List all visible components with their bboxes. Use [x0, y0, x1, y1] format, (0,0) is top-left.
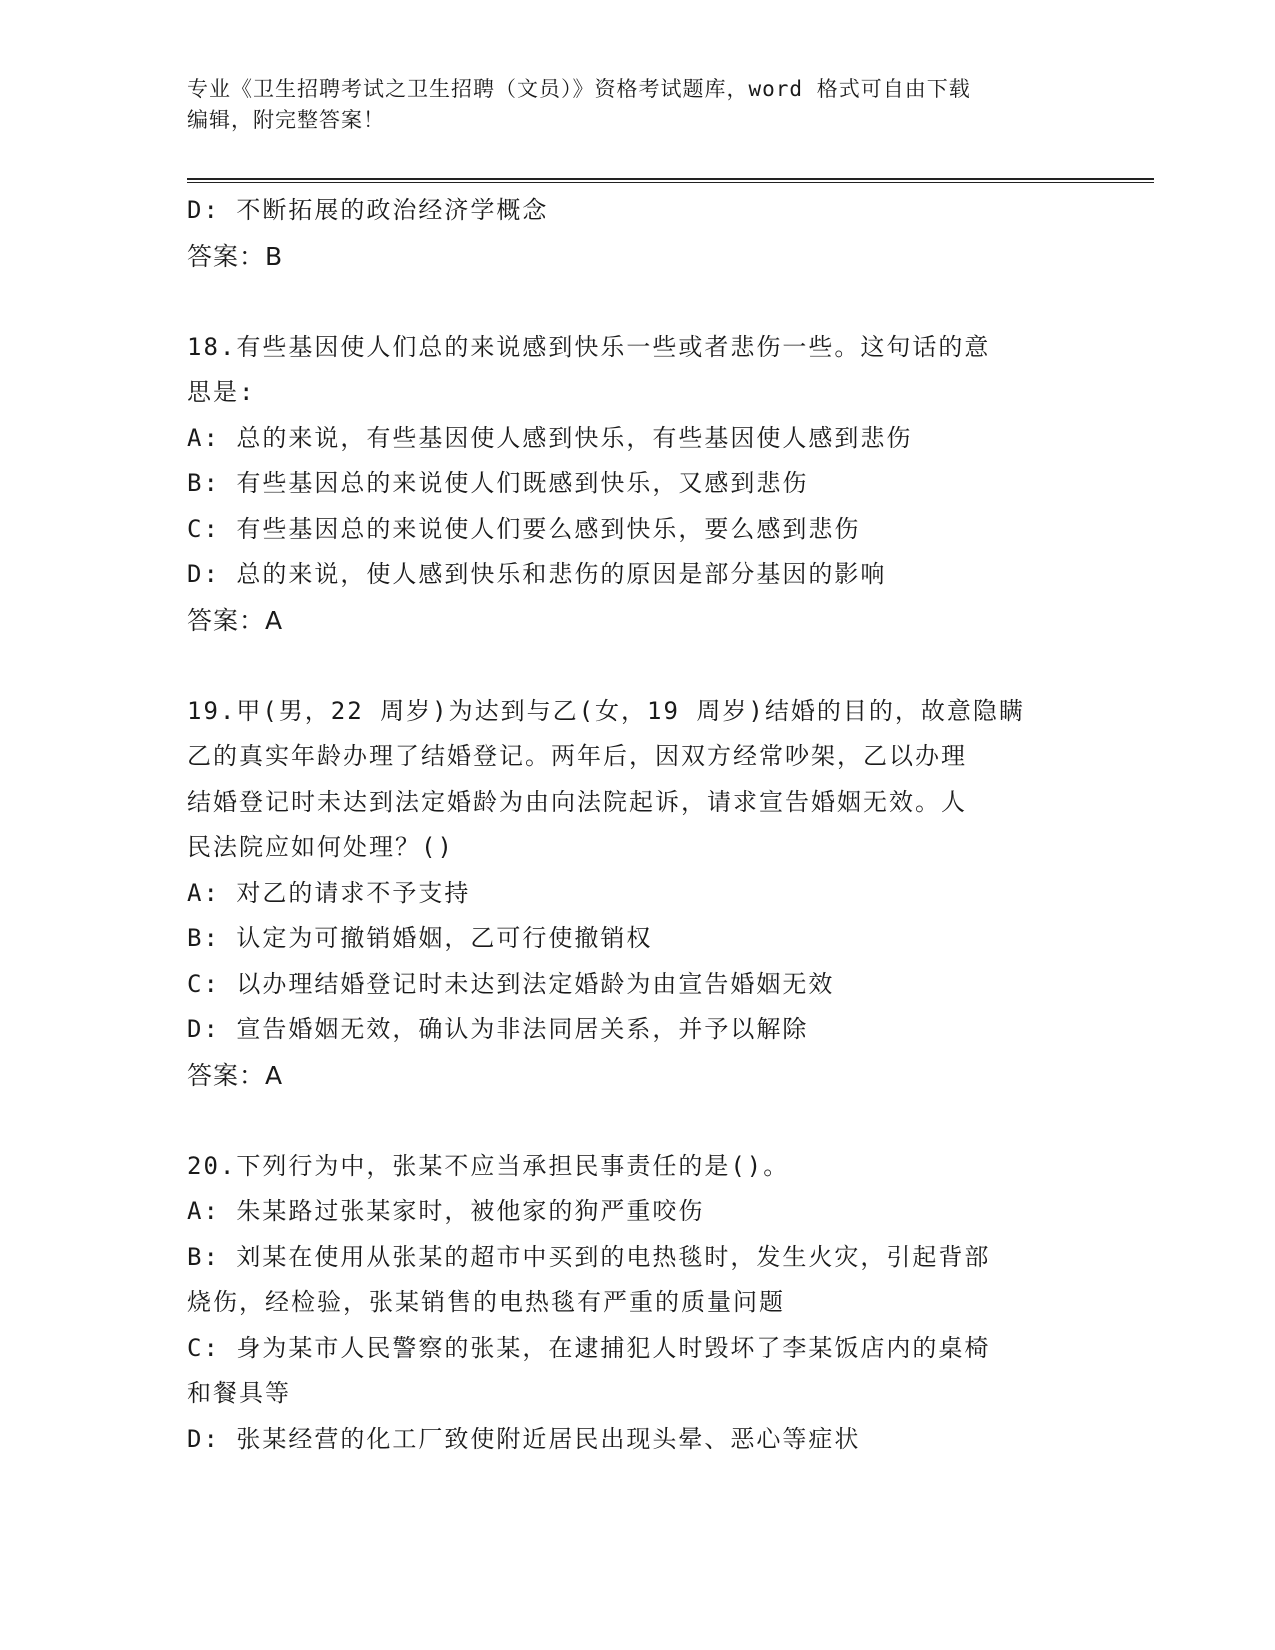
q19-option-b: B: 认定为可撤销婚姻，乙可行使撤销权: [187, 924, 653, 952]
header-line-2: 编辑，附完整答案！: [187, 108, 385, 132]
page-header: [187, 74, 1087, 136]
q20-option-d: D: 张某经营的化工厂致使附近居民出现头晕、恶心等症状: [187, 1424, 861, 1453]
spacer: [187, 1098, 1087, 1144]
q18-option-a: A: 总的来说，有些基因使人感到快乐，有些基因使人感到悲伤: [187, 423, 913, 452]
question-content: [187, 188, 1087, 1462]
question-19: [187, 689, 1087, 1099]
q18-option-c: C: 有些基因总的来说使人们要么感到快乐，要么感到悲伤: [187, 514, 861, 543]
q18-option-b: B: 有些基因总的来说使人们既感到快乐，又感到悲伤: [187, 469, 809, 497]
prev-answer: 答案：B: [187, 241, 284, 271]
q19-stem-line: 乙的真实年龄办理了结婚登记。两年后，因双方经常吵架，乙以办理: [187, 742, 967, 770]
q20-stem-line: 20.下列行为中，张某不应当承担民事责任的是()。: [187, 1151, 790, 1180]
q20-option-b-continued: 烧伤，经检验，张某销售的电热毯有严重的质量问题: [187, 1288, 785, 1316]
q19-stem-line: 19.甲(男，22 周岁)为达到与乙(女，19 周岁)结婚的目的，故意隐瞒: [187, 696, 1025, 725]
q19-option-c: C: 以办理结婚登记时未达到法定婚龄为由宣告婚姻无效: [187, 969, 835, 998]
q20-option-a: A: 朱某路过张某家时，被他家的狗严重咬伤: [187, 1197, 705, 1225]
q20-option-c-continued: 和餐具等: [187, 1379, 291, 1407]
question-18: [187, 325, 1087, 644]
question-20: [187, 1144, 1087, 1463]
q19-answer: 答案：A: [187, 1060, 284, 1090]
q19-option-d: D: 宣告婚姻无效，确认为非法同居关系，并予以解除: [187, 1015, 809, 1043]
header-divider-thin: [187, 182, 1154, 183]
q19-stem-line: 结婚登记时未达到法定婚龄为由向法院起诉，请求宣告婚姻无效。人: [187, 787, 967, 816]
spacer: [187, 643, 1087, 689]
q18-stem-line: 18.有些基因使人们总的来说感到快乐一些或者悲伤一些。这句话的意: [187, 332, 991, 361]
q18-option-d: D: 总的来说，使人感到快乐和悲伤的原因是部分基因的影响: [187, 560, 887, 588]
q20-option-c: C: 身为某市人民警察的张某，在逮捕犯人时毁坏了李某饭店内的桌椅: [187, 1333, 991, 1362]
header-divider-thick: [187, 178, 1154, 180]
q19-option-a: A: 对乙的请求不予支持: [187, 878, 471, 907]
spacer: [187, 279, 1087, 325]
q19-stem-line: 民法院应如何处理？(): [187, 833, 454, 861]
q20-option-b: B: 刘某在使用从张某的超市中买到的电热毯时，发生火灾，引起背部: [187, 1242, 991, 1271]
prev-option-d: D: 不断拓展的政治经济学概念: [187, 196, 549, 224]
q18-answer: 答案：A: [187, 605, 284, 635]
q18-stem-line: 思是:: [187, 378, 256, 406]
header-line-1: 专业《卫生招聘考试之卫生招聘（文员）》资格考试题库，word 格式可自由下载: [187, 77, 971, 101]
